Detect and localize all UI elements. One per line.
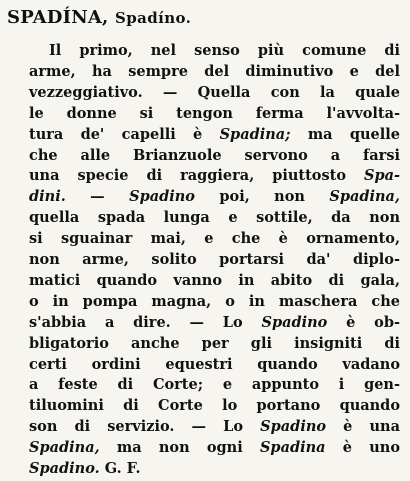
text-run: certi ordini equestri quando vadano: [29, 355, 400, 373]
text-run: tiluomini di Corte lo portano quando: [29, 397, 400, 415]
italic-term: Spadina,: [29, 439, 100, 457]
text-run: son di servizio. — Lo: [29, 418, 261, 436]
italic-term: Spadina,: [329, 188, 400, 206]
italic-term: Spa-: [363, 167, 400, 185]
text-run: si sguainar mai, e che è ornamento,: [29, 230, 400, 248]
italic-term: Spadino: [260, 418, 327, 436]
italic-term: Spadino: [129, 188, 195, 206]
text-run: è uno: [325, 439, 401, 457]
text-run: o in pompa magna, o in maschera che: [29, 292, 400, 310]
text-run: G. F.: [99, 460, 141, 477]
headword-main: SPADÍNA,: [7, 7, 109, 28]
text-run: tura de' capelli è: [29, 125, 220, 143]
headword-variant: Spadíno.: [114, 9, 192, 27]
italic-term: Spadina: [259, 439, 326, 457]
entry-headword: [7, 7, 191, 28]
text-line: [29, 457, 141, 481]
italic-term: dini.: [29, 188, 66, 206]
text-run: vezzeggiativo. — Quella con la quale: [29, 83, 400, 101]
italic-term: Spadino: [261, 313, 328, 331]
text-run: le donne si tengon ferma l'avvolta-: [29, 104, 400, 122]
text-run: a feste di Corte; e appunto i gen-: [29, 376, 400, 394]
text-run: che alle Brianzuole servono a farsi: [29, 146, 400, 164]
text-run: è una: [326, 418, 400, 436]
italic-term: Spadina;: [219, 125, 291, 143]
text-run: è ob-: [327, 313, 400, 331]
text-run: quella spada lunga e sottile, da non: [29, 209, 400, 227]
text-run: ma non ogni: [99, 439, 260, 457]
text-run: —: [65, 188, 130, 206]
italic-term: Spadino.: [29, 460, 100, 477]
text-run: Il primo, nel senso più comune di: [49, 42, 400, 59]
text-run: s'abbia a dire. — Lo: [29, 313, 262, 331]
text-run: arme, ha sempre del diminutivo e del: [29, 62, 400, 80]
text-run: poi, non: [194, 188, 330, 206]
text-run: ma quelle: [290, 125, 400, 143]
text-run: una specie di raggiera, piuttosto: [29, 167, 364, 185]
text-run: bligatorio anche per gli insigniti di: [29, 334, 400, 352]
text-run: matici quando vanno in abito di gala,: [29, 271, 400, 289]
text-run: non arme, solito portarsi da' diplo-: [29, 251, 400, 268]
